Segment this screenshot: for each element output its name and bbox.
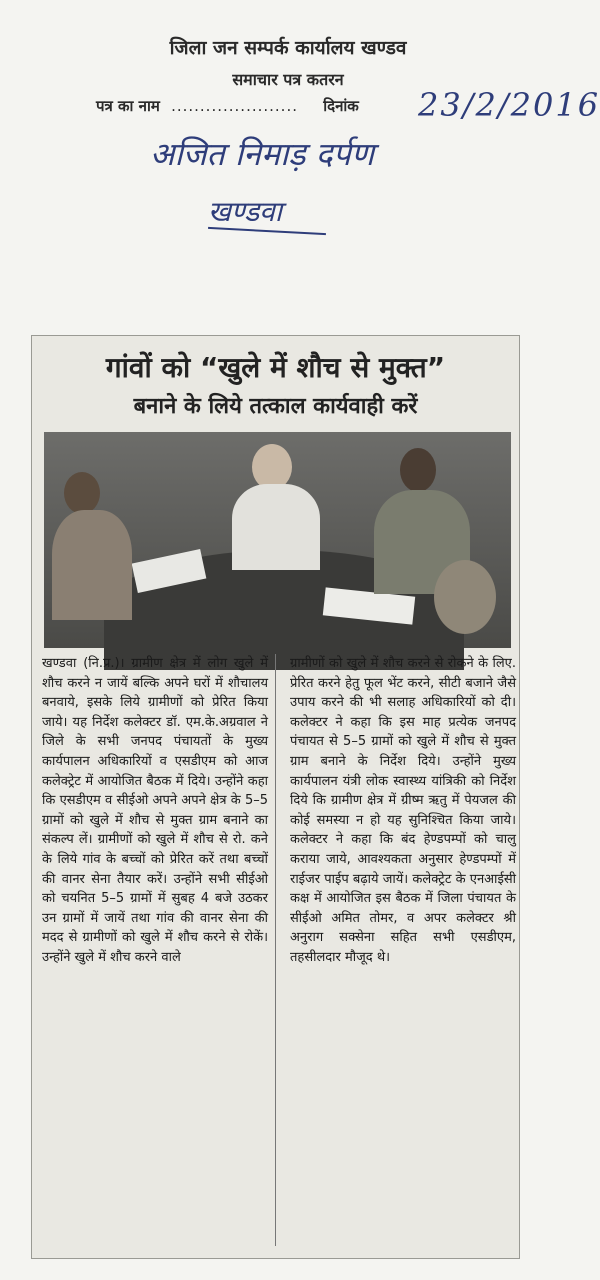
- handwritten-paper-name: अजित निमाड़ दर्पण: [150, 135, 374, 173]
- meeting-photo: [44, 432, 511, 648]
- paper-name-dots: ......................: [171, 97, 298, 115]
- date-label: दिनांक: [323, 97, 359, 115]
- office-stamp-line: जिला जन सम्पर्क कार्यालय खण्डव: [169, 37, 407, 59]
- clipping-stamp-line: समाचार पत्र कतरन: [232, 70, 344, 89]
- newspaper-clipping: [31, 335, 520, 1259]
- paper-name-row: [96, 96, 359, 116]
- paper-name-label: पत्र का नाम: [96, 97, 160, 115]
- headline-line-2: बनाने के लिये तत्काल कार्यवाही करें: [133, 394, 418, 419]
- handwritten-date: 23/2/2016: [418, 86, 600, 124]
- article-column-right: ग्रामीणों को खुले में शौच करने से रोकने के लिए. प्रेरित करने हेतु फूल भेंट करने, सीटी बजाने जैसे उपाय करने की भी सलाह अधिकारियों को दी। कलेक्टर ने कहा कि इस माह प्रत्येक जनपद पंचायत से 5–5 ग्रामों को खुले में शौच से मुक्त ग्राम बनाने के निर्देश दिये। उन्होंने मुख्य कार्यपालन यंत्री लोक स्वास्थ्य यांत्रिकी को निर्देश दिये कि ग्रामीण क्षेत्र में ग्रीष्म ऋतु में पेयजल की कोई समस्या न हो यह सुनिश्चित किया जाये। कलेक्टर ने कहा कि बंद हेण्डपम्पों को चालु कराया जाये, आवश्यकता अनुसार हेण्डपम्पों में राईजर पाईप बढ़ाये जायें। कलेक्ट्रेट के एनआईसी कक्ष में आयोजित इस बैठक में जिला पंचायत के सीईओ अमित तोमर, व अपर कलेक्टर श्री अनुराग सक्सेना सहित सभी एसडीएम, तहसीलदार मौजूद थे।: [290, 656, 516, 965]
- column-divider: [275, 654, 276, 1246]
- article-column-left: खण्डवा (नि.प्र.)। ग्रामीण क्षेत्र में लोग खुले में शौच करने न जायें बल्कि अपने घरों में शौचालय बनवाये, इसके लिये ग्रामीणों को प्रेरित किया जाये। यह निर्देश कलेक्टर डॉ. एम.के.अग्रवाल ने जिले के सभी जनपद पंचायतों के मुख्य कार्यपालन अधिकारियों व एसडीएम को आज कलेक्ट्रेट में आयोजित बैठक में दिये। उन्होंने कहा कि एसडीएम व सीईओ अपने अपने क्षेत्र के 5–5 ग्रामों को खुले में शौच से मुक्त ग्राम बनाने का संकल्प लें। ग्रामीणों को खुले में शौच से रो. कने के लिये गांव के बच्चों को प्रेरित करें तथा बच्चों की वानर सेना तैयार करें। उन्होंने सभी सीईओ को चयनित 5–5 ग्रामों में सुबह 4 बजे उठकर उन ग्रामों में जायें तथा गांव की वानर सेना की मदद से ग्रामीणों को खुले में शौच करने से रोकें। उन्होंने खुले में शौच करने वाले: [42, 656, 268, 965]
- headline-line-1: गांवों को “खुले में शौच से मुक्त”: [105, 351, 446, 384]
- handwritten-city: खण्डवा: [208, 195, 283, 228]
